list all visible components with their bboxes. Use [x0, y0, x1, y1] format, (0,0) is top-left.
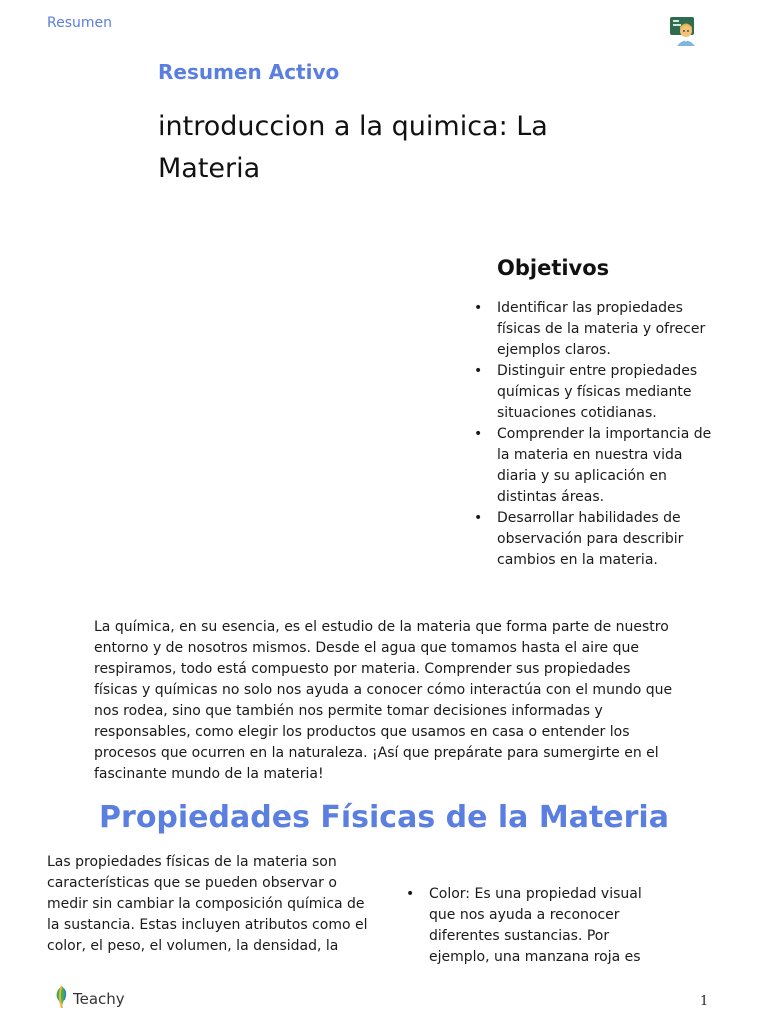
section-heading: Propiedades Físicas de la Materia	[99, 800, 669, 835]
objectives-list	[474, 298, 714, 571]
property-item: • Color: Es una propiedad visual que nos ayuda a reconocer diferentes sustancias. Por ejemplo, una manzana roja es	[406, 884, 646, 968]
intro-paragraph: La química, en su esencia, es el estudio de la materia que forma parte de nuestro entorno y de nosotros mismos. Desde el agua que tomamos hasta el aire que respiramos, todo está compuesto por materia. Comprender sus propiedades físicas y químicas no solo nos ayuda a conocer cómo interactúa con el mundo que nos rodea, sino que también nos permite tomar decisiones informadas y responsables, como elegir los productos que usamos en casa o entender los procesos que ocurren en la naturaleza. ¡Así que prepárate para sumergirte en el fascinante mundo de la materia!	[94, 619, 673, 782]
objective-item: • Distinguir entre propiedades químicas y físicas mediante situaciones cotidianas.	[474, 361, 714, 424]
objective-item: • Comprender la importancia de la materia en nuestra vida diaria y su aplicación en distintas áreas.	[474, 424, 714, 508]
physical-properties-paragraph: Las propiedades físicas de la materia son características que se pueden observar o medir sin cambiar la composición química de la sustancia. Estas incluyen atributos como el color, el peso, el volumen, la densidad, la	[47, 854, 368, 954]
footer-brand: Teachy	[73, 990, 125, 1008]
physical-properties-list	[406, 884, 646, 968]
header-resumen-link[interactable]: Resumen	[47, 15, 113, 31]
objectives-heading: Objetivos	[497, 256, 610, 280]
section-kicker: Resumen Activo	[158, 60, 340, 84]
teacher-avatar-icon	[668, 16, 698, 46]
objective-item: • Desarrollar habilidades de observación para describir cambios en la materia.	[474, 508, 714, 571]
objective-item: • Identificar las propiedades físicas de la materia y ofrecer ejemplos claros.	[474, 298, 714, 361]
footer-logo	[55, 985, 125, 1013]
teachy-leaf-logo-icon	[55, 985, 69, 1013]
page-number: 1	[700, 994, 709, 1009]
page-title: introduccion a la quimica: La Materia	[158, 111, 548, 184]
